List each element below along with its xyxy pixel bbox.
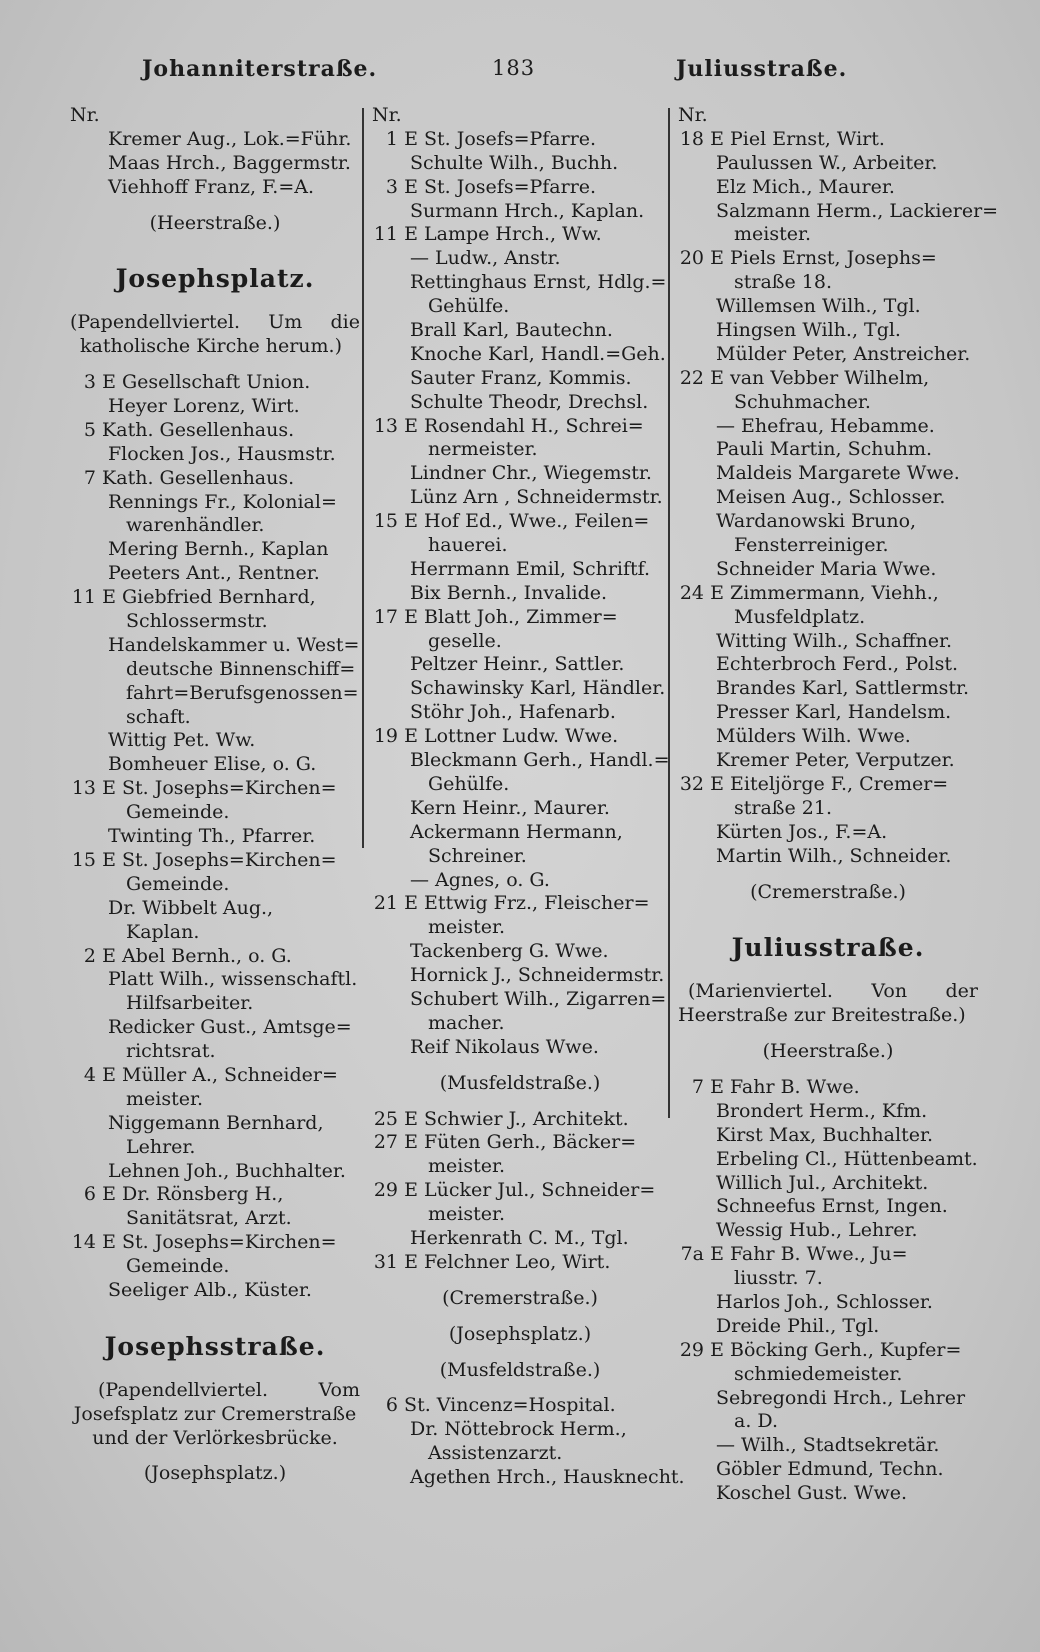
entry: Kern Heinr., Maurer. [410, 796, 610, 819]
entry: Presser Karl, Handelsm. [716, 701, 952, 724]
entry: 25 E Schwier J., Architekt. [373, 1107, 629, 1130]
section-description: Josefsplatz zur Cremerstraße [73, 1402, 357, 1425]
house-number: 1 [385, 127, 398, 150]
entry: 19 E Lottner Ludw. Wwe. [373, 725, 619, 748]
entry: Flocken Jos., Hausmstr. [108, 442, 336, 465]
entry: Fensterreiniger. [734, 534, 889, 557]
entry: Gemeinde. [126, 1255, 230, 1278]
entry: — Ludw., Anstr. [410, 247, 561, 270]
entry: richtsrat. [126, 1040, 216, 1063]
entry: meister. [428, 916, 506, 939]
entry: Paulussen W., Arbeiter. [716, 151, 938, 174]
entry: Niggemann Bernhard, [108, 1111, 324, 1134]
entry: straße 18. [734, 271, 832, 294]
house-number: 20 [679, 247, 704, 270]
entry: Bomheuer Elise, o. G. [108, 753, 317, 776]
house-number: 5 [83, 418, 96, 441]
column-right [678, 104, 999, 1506]
house-number: 15 [373, 510, 398, 533]
entry: Herrmann Emil, Schriftf. [410, 557, 651, 580]
entry: 1 E St. Josefs=Pfarre. [372, 128, 668, 152]
column-left [70, 104, 360, 1486]
house-number: 19 [373, 725, 398, 748]
entry: Salzmann Herm., Lackierer= [716, 199, 999, 222]
entry: 3 E St. Josefs=Pfarre. [372, 176, 668, 200]
entry: fahrt=Berufsgenossen= [126, 681, 359, 704]
entry: straße 21. [734, 796, 832, 819]
entry: Martin Wilh., Schneider. [716, 844, 952, 867]
section-description: (Papendellviertel. Vom [98, 1378, 360, 1401]
entry: Schulte Wilh., Buchh. [410, 151, 619, 174]
house-number: 32 [679, 772, 704, 795]
entry: 2 E Abel Bernh., o. G. [70, 945, 360, 969]
cross-reference: (Musfeldstraße.) [439, 1071, 601, 1094]
entry: meister. [734, 223, 812, 246]
entry: Schreiner. [428, 844, 527, 867]
entry: Brall Karl, Bautechn. [410, 319, 613, 342]
entry: 3 E Gesellschaft Union. [70, 371, 360, 395]
section-title-josephsstrasse: Josephsstraße. [104, 1331, 326, 1361]
entry: Dr. Wibbelt Aug., [108, 896, 274, 919]
entry: Dreide Phil., Tgl. [716, 1314, 880, 1337]
entry: Brandes Karl, Sattlermstr. [716, 677, 970, 700]
cross-reference: (Cremerstraße.) [442, 1286, 598, 1309]
entry: — Wilh., Stadtsekretär. [716, 1434, 940, 1457]
house-number: 15 [71, 848, 96, 871]
house-number: 7 [691, 1075, 704, 1098]
entry: Gehülfe. [428, 295, 510, 318]
entry: 15 E St. Josephs=Kirchen= [71, 848, 337, 871]
entry: a. D. [734, 1410, 779, 1433]
entry: 11 E Giebfried Bernhard, [71, 586, 316, 609]
house-number: 2 [83, 944, 96, 967]
entry: Lehnen Joh., Buchhalter. [108, 1159, 346, 1182]
house-number: 13 [71, 777, 96, 800]
entry: — Ehefrau, Hebamme. [716, 414, 935, 437]
house-number: 22 [679, 366, 704, 389]
section-description: (Marienviertel. Von der [688, 980, 978, 1003]
entry: 29 E Lücker Jul., Schneider= [373, 1179, 656, 1202]
running-header-right: Juliusstraße. [676, 56, 848, 82]
house-number: 11 [71, 586, 96, 609]
section-description: und der Verlörkesbrücke. [92, 1426, 338, 1449]
entry: Schneefus Ernst, Ingen. [716, 1195, 948, 1218]
entry: Seeliger Alb., Küster. [108, 1278, 312, 1301]
entry: nermeister. [428, 438, 538, 461]
entry: 7 Kath. Gesellenhaus. [70, 467, 360, 491]
entry: Reif Nikolaus Wwe. [410, 1035, 599, 1058]
entry: Peeters Ant., Rentner. [108, 562, 320, 585]
entry: macher. [428, 1011, 505, 1034]
entry: Surmann Hrch., Kaplan. [410, 199, 645, 222]
house-number: 21 [373, 892, 398, 915]
entry: meister. [126, 1087, 204, 1110]
entry: Agethen Hrch., Hausknecht. [410, 1466, 685, 1489]
entry: 32 E Eiteljörge F., Cremer= [679, 772, 949, 795]
entry: Handelskammer u. West= [108, 633, 360, 656]
entry: 17 E Blatt Joh., Zimmer= [373, 605, 618, 628]
entry: 7 E Fahr B. Wwe. [678, 1076, 978, 1100]
house-number: 7 [83, 466, 96, 489]
entry: Stöhr Joh., Hafenarb. [410, 701, 616, 724]
entry: 29 E Böcking Gerh., Kupfer= [679, 1338, 962, 1361]
entry: Wardanowski Bruno, [716, 510, 917, 533]
entry: Göbler Edmund, Techn. [716, 1458, 944, 1481]
page-number: 183 [492, 56, 536, 80]
entry: Willich Jul., Architekt. [716, 1171, 929, 1194]
entry: Kirst Max, Buchhalter. [716, 1123, 933, 1146]
entry: 31 E Felchner Leo, Wirt. [373, 1250, 611, 1273]
entry: Schlossermstr. [126, 610, 268, 633]
entry: meister. [428, 1155, 506, 1178]
entry: Hingsen Wilh., Tgl. [716, 319, 901, 342]
entry: Maldeis Margarete Wwe. [716, 462, 960, 485]
entry: 7a E Fahr B. Wwe., Ju= [678, 1243, 978, 1267]
entry: 13 E Rosendahl H., Schrei= [373, 414, 644, 437]
entry: 14 E St. Josephs=Kirchen= [71, 1231, 337, 1254]
entry: Harlos Joh., Schlosser. [716, 1290, 933, 1313]
nr-label: Nr. [70, 104, 100, 126]
entry: Bleckmann Gerh., Handl.= [410, 749, 670, 772]
entry: Kremer Aug., Lok.=Führ. [108, 127, 352, 150]
entry: Pauli Martin, Schuhm. [716, 438, 933, 461]
column-divider-2 [668, 108, 670, 1118]
cross-reference: (Heerstraße.) [762, 1040, 894, 1063]
house-number: 6 [385, 1394, 398, 1417]
entry: Platt Wilh., wissenschaftl. [108, 968, 358, 991]
section-description: katholische Kirche herum.) [80, 335, 343, 358]
entry: Rennings Fr., Kolonial= [108, 490, 337, 513]
house-number: 25 [373, 1107, 398, 1130]
entry: Willemsen Wilh., Tgl. [716, 295, 921, 318]
entry: 6 E Dr. Rönsberg H., [70, 1183, 360, 1207]
entry: 20 E Piels Ernst, Josephs= [679, 247, 937, 270]
entry: schaft. [126, 705, 191, 728]
house-number: 11 [373, 223, 398, 246]
entry: Schneider Maria Wwe. [716, 557, 937, 580]
entry: schmiedemeister. [734, 1362, 903, 1385]
entry: Schuhmacher. [734, 390, 871, 413]
entry: 24 E Zimmermann, Viehh., [679, 581, 939, 604]
section-description: (Papendellviertel. Um die [70, 311, 360, 334]
entry: Lünz Arn , Schneidermstr. [410, 486, 663, 509]
entry: 21 E Ettwig Frz., Fleischer= [373, 892, 650, 915]
entry: Sanitätsrat, Arzt. [126, 1207, 292, 1230]
entry: Lehrer. [126, 1135, 196, 1158]
entry: 5 Kath. Gesellenhaus. [70, 419, 360, 443]
entry: Mering Bernh., Kaplan [108, 538, 329, 561]
section-description: Heerstraße zur Breitestraße.) [678, 1004, 966, 1027]
entry: Tackenberg G. Wwe. [410, 940, 609, 963]
house-number: 27 [373, 1131, 398, 1154]
entry: Gemeinde. [126, 872, 230, 895]
entry: Erbeling Cl., Hüttenbeamt. [716, 1147, 978, 1170]
entry: Schubert Wilh., Zigarren= [410, 987, 667, 1010]
entry: 11 E Lampe Hrch., Ww. [373, 223, 602, 246]
nr-label: Nr. [372, 104, 402, 126]
house-number: 3 [385, 175, 398, 198]
nr-label: Nr. [678, 104, 708, 126]
entry: Meisen Aug., Schlosser. [716, 486, 946, 509]
entry: Mülder Peter, Anstreicher. [716, 342, 971, 365]
entry: 27 E Füten Gerh., Bäcker= [373, 1131, 637, 1154]
entry: Musfeldplatz. [734, 605, 866, 628]
entry: Bix Bernh., Invalide. [410, 581, 608, 604]
entry: Kürten Jos., F.=A. [716, 820, 888, 843]
running-header-left: Johanniterstraße. [142, 56, 378, 82]
entry: Twinting Th., Pfarrer. [108, 825, 316, 848]
entry: meister. [428, 1203, 506, 1226]
entry: Maas Hrch., Baggermstr. [108, 151, 351, 174]
house-number: 4 [83, 1063, 96, 1086]
house-number: 24 [679, 581, 704, 604]
entry: Knoche Karl, Handl.=Geh. [410, 342, 666, 365]
house-number: 13 [373, 414, 398, 437]
entry: Herkenrath C. M., Tgl. [410, 1226, 629, 1249]
house-number: 29 [679, 1338, 704, 1361]
entry: 18 E Piel Ernst, Wirt. [679, 127, 885, 150]
entry: Viehhoff Franz, F.=A. [108, 175, 315, 198]
house-number: 31 [373, 1250, 398, 1273]
entry: Witting Wilh., Schaffner. [716, 629, 952, 652]
entry: 6 St. Vincenz=Hospital. [372, 1394, 668, 1418]
entry: 22 E van Vebber Wilhelm, [679, 366, 930, 389]
entry: warenhändler. [126, 514, 265, 537]
entry: Schulte Theodr, Drechsl. [410, 390, 649, 413]
entry: Echterbroch Ferd., Polst. [716, 653, 959, 676]
entry: Assistenzarzt. [428, 1442, 563, 1465]
house-number: 6 [83, 1183, 96, 1206]
entry: Hornick J., Schneidermstr. [410, 964, 665, 987]
entry: Lindner Chr., Wiegemstr. [410, 462, 652, 485]
entry: Elz Mich., Maurer. [716, 175, 895, 198]
cross-reference: (Heerstraße.) [149, 211, 281, 234]
entry: Koschel Gust. Wwe. [716, 1482, 908, 1505]
house-number: 18 [679, 127, 704, 150]
house-number: 14 [71, 1231, 96, 1254]
entry: Sauter Franz, Kommis. [410, 366, 632, 389]
entry: 15 E Hof Ed., Wwe., Feilen= [373, 510, 650, 533]
column-middle [372, 104, 685, 1490]
entry: Schawinsky Karl, Händler. [410, 677, 666, 700]
entry: Hilfsarbeiter. [126, 992, 254, 1015]
house-number: 17 [373, 605, 398, 628]
entry: geselle. [428, 629, 502, 652]
column-divider-1 [362, 108, 364, 848]
entry: Redicker Gust., Amtsge= [108, 1016, 352, 1039]
house-number: 29 [373, 1179, 398, 1202]
cross-reference: (Cremerstraße.) [750, 880, 906, 903]
section-title-juliusstrasse: Juliusstraße. [731, 933, 925, 963]
entry: Heyer Lorenz, Wirt. [108, 395, 300, 418]
section-title-josephsplatz: Josephsplatz. [115, 264, 315, 294]
cross-reference: (Musfeldstraße.) [439, 1358, 601, 1381]
house-number: 3 [83, 371, 96, 394]
entry: Mülders Wilh. Wwe. [716, 725, 911, 748]
cross-reference: (Josephsplatz.) [448, 1322, 592, 1345]
entry: Kremer Peter, Verputzer. [716, 749, 955, 772]
entry: hauerei. [428, 534, 508, 557]
entry: Sebregondi Hrch., Lehrer [716, 1386, 966, 1409]
entry: Wittig Pet. Ww. [108, 729, 256, 752]
entry: Gemeinde. [126, 801, 230, 824]
entry: 4 E Müller A., Schneider= [70, 1064, 360, 1088]
entry: Ackermann Hermann, [410, 820, 623, 843]
entry: deutsche Binnenschiff= [126, 657, 356, 680]
entry: Peltzer Heinr., Sattler. [410, 653, 625, 676]
entry: Gehülfe. [428, 772, 510, 795]
entry: Rettinghaus Ernst, Hdlg.= [410, 271, 667, 294]
entry: liusstr. 7. [734, 1267, 823, 1290]
entry: Dr. Nöttebrock Herm., [410, 1418, 627, 1441]
entry: Wessig Hub., Lehrer. [716, 1219, 918, 1242]
entry: 13 E St. Josephs=Kirchen= [71, 777, 337, 800]
cross-reference: (Josephsplatz.) [143, 1462, 287, 1485]
house-number: 7a [680, 1243, 704, 1266]
entry: Brondert Herm., Kfm. [716, 1099, 928, 1122]
entry: Kaplan. [126, 920, 200, 943]
entry: — Agnes, o. G. [410, 868, 550, 891]
